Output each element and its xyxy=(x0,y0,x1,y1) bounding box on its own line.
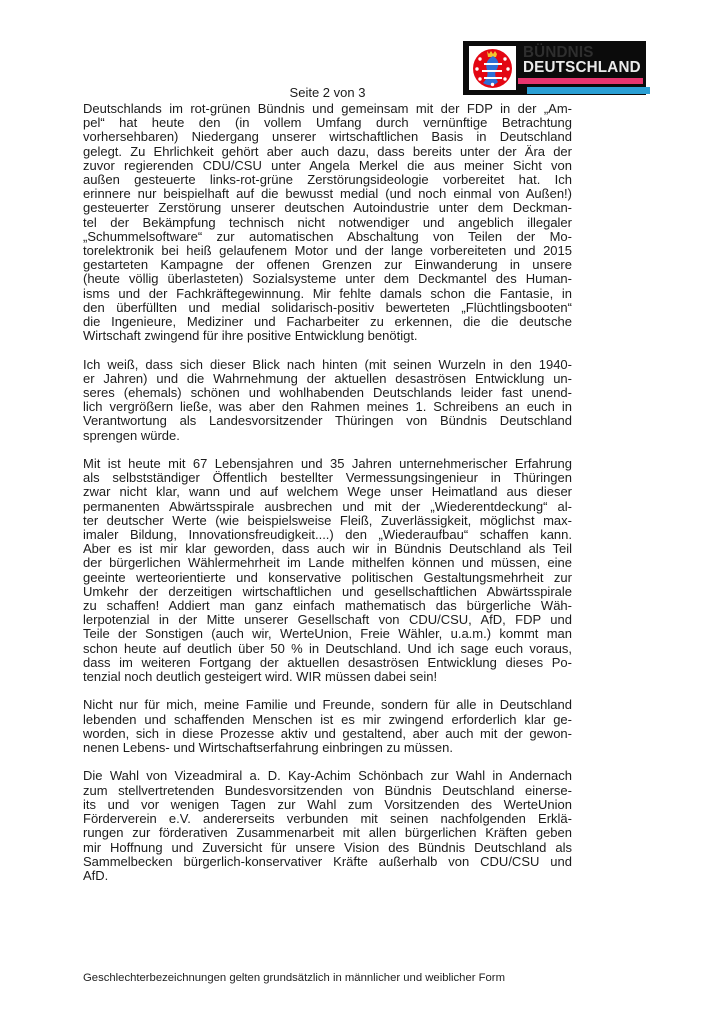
logo-wordmark xyxy=(523,45,641,76)
text-line: Wirtschaft zwingend für ihre positive Entwicklung benötigt. xyxy=(83,328,418,344)
text-line: zum stellvertretenden Bundesvorsitzenden von Bündnis Deutschland einerse- xyxy=(83,782,572,798)
text-line: mir Hoffnung und Zuversicht für unsere Vision des Bündnis Deutschland als xyxy=(83,839,572,855)
text-line: Die Wahl von Vizeadmiral a. D. Kay-Achim Schönbach zur Wahl in Andernach xyxy=(83,768,572,784)
logo-wordmark-line1: BÜNDNIS xyxy=(523,44,594,61)
text-line: der bürgerlichen Wählermehrheit im Lande mithelfen können und müssen, eine xyxy=(83,555,572,571)
text-line: Förderverein e.V. andererseits verbunden mit seinen nachfolgenden Erklä- xyxy=(83,811,572,827)
body-paragraph xyxy=(83,457,572,684)
body-paragraph xyxy=(83,358,572,443)
text-line: Sammelbecken bürgerlich-konservativer Kräfte außerhalb von CDU/CSU und xyxy=(83,853,572,869)
text-line: die Ingenieure, Mediziner und Facharbeiter zu erkennen, die die deutsche xyxy=(83,314,572,330)
page-indicator: Seite 2 von 3 xyxy=(289,85,366,100)
text-line: Deutschlands im rot-grünen Bündnis und gemeinsam mit der FDP in der „Am- xyxy=(83,101,572,116)
text-line: Teile der Sonstigen (auch wir, WerteUnion, Freie Wähler, u.a.m.) kommt man xyxy=(83,626,572,642)
text-line: gesteuerter Zerstörung unserer deutschen Autoindustrie unter dem Deckman- xyxy=(83,200,572,216)
text-line: dass im weiteren Fortgang der aktuellen desaströsen Entwicklung dieses Po- xyxy=(83,654,572,670)
text-line: Aber es ist mir klar geworden, dass auch wir in Bündnis Deutschland als Teil xyxy=(83,541,572,557)
text-line: „Schummelsoftware“ zur automatischen Abschaltung von Teilen der Mo- xyxy=(83,228,572,244)
text-line: AfD. xyxy=(83,867,109,883)
text-line: ter deutscher Werte (wie beispielsweise Fleiß, Zuverlässigkeit, möglichst max- xyxy=(83,512,572,528)
text-line: sprengen würde. xyxy=(83,427,180,443)
text-line: zwar nicht klar, wann und auf welchem Wege unser Heimatland aus dieser xyxy=(83,484,572,500)
text-line: lebenden und schaffenden Menschen ist es mir zwingend erforderlich klar ge- xyxy=(83,711,572,727)
text-line: pel“ hat heute den (in vollem Umfang durch vernünftige Betrachtung xyxy=(83,115,572,131)
footer-note: Geschlechterbezeichnungen gelten grundsätzlich in männlicher und weiblicher Form xyxy=(83,972,505,984)
logo-wordmark-line2: DEUTSCHLAND xyxy=(523,59,641,76)
text-line: schon heute auf deutlich über 50 % in Deutschland. Und ich sage euch voraus, xyxy=(83,640,572,656)
text-line: Nicht nur für mich, meine Familie und Freunde, sondern für alle in Deutschland xyxy=(83,697,572,713)
text-line: seres (ehemals) schönen und wohlhabenden Deutschlands leider fast unend- xyxy=(83,385,572,401)
text-line: geeinte werteorientierte und konservative politischen Gestaltungsmehrheit zur xyxy=(83,569,572,585)
text-line: rungen zur förderativen Zusammenarbeit mit allen bürgerlichen Kräften geben xyxy=(83,825,572,841)
text-line: lerpotenzial in der Mitte unserer Gesellschaft von CDU/CSU, AfD, FDP und xyxy=(83,612,572,628)
text-line: imaler Bildung, Innovationsfreudigkeit....) den „Wiederaufbau“ schaffen kann. xyxy=(83,527,572,543)
body-paragraph xyxy=(83,102,572,343)
text-line: als selbstständiger Öffentlich bestellter Vermessungsingenieur in Thüringen xyxy=(83,470,572,486)
text-line: außen gesteuerte links-rot-grüne Zerstörungsideologie vorbereitet hat. Ich xyxy=(83,172,572,188)
coat-of-arms-graphic xyxy=(469,46,516,90)
text-line: tenzial noch deutlich gesteigert wird. WIR müssen dabei sein! xyxy=(83,669,438,685)
text-line: permanenten Abwärtsspirale ausbrechen und mit der „Wiederentdeckung“ al- xyxy=(83,498,572,514)
text-line: zuvor regierenden CDU/CSU unter Angela Merkel die aus meiner Sicht von xyxy=(83,157,572,173)
text-line: nenen Lebens- und Wirtschaftserfahrung einbringen zu müssen. xyxy=(83,740,453,756)
text-line: vorhersehbaren) Niedergang unserer wirtschaftlichen Basis in Deutschland xyxy=(83,129,572,145)
text-line: gelegt. Zu Ehrlichkeit gehört aber auch dazu, dass bereits unter der Ära der xyxy=(83,143,572,159)
text-line: Ich weiß, dass sich dieser Blick nach hinten (mit seinen Wurzeln in den 1940- xyxy=(83,356,572,372)
text-line: Verantwortung als Landesvorsitzender Thüringen von Bündnis Deutschland xyxy=(83,413,572,429)
thuringia-coat-of-arms-icon xyxy=(469,46,516,90)
text-line: Umkehr der derzeitigen wirtschaftlichen und gesellschaftlichen Abwärtsspirale xyxy=(83,583,572,599)
text-line: torelektronik bei heiß gelaufenem Motor und der lange vorbereiteten und 2015 xyxy=(83,243,572,259)
text-line: (heute völlig überlasteten) Sozialsysteme unter dem Deckmantel des Human- xyxy=(83,271,572,287)
text-line: erinnere nur beispielhaft auf die bewusst medial (und noch einmal von Außen!) xyxy=(83,186,572,202)
text-line: its und vor wenigen Tagen zur Wahl zum Vorsitzenden des WerteUnion xyxy=(83,796,572,812)
text-line: worden, sich in diese Prozesse aktiv und gestaltend, aber auch mit der gewon- xyxy=(83,725,572,741)
body-paragraph xyxy=(83,769,572,883)
body-paragraph xyxy=(83,698,572,755)
letter-body xyxy=(83,102,572,883)
text-line: gestarteten Kampagne der offenen Grenzen zur Einwanderung in unsere xyxy=(83,257,572,273)
text-line: er Jahren) und die Wahrnehmung der aktuellen desaströsen Entwicklung un- xyxy=(83,370,572,386)
text-line: Mit ist heute mit 67 Lebensjahren und 35 Jahren unternehmerischer Erfahrung xyxy=(83,456,572,472)
text-line: zu schaffen! Addiert man ganz einfach mathematisch das bürgerliche Wäh- xyxy=(83,598,572,614)
text-line: lich vergrößern ließe, was aber den Rahmen meines 1. Schreibens an euch in xyxy=(83,399,572,415)
text-line: den überfüllten und medial solidarisch-positiv bewerteten „Flüchtlingsbooten“ xyxy=(83,299,572,315)
text-line: isms und der Fachkräftegewinnung. Mir fehlte damals schon die Fantasie, in xyxy=(83,285,572,301)
logo-stripe-magenta xyxy=(518,78,643,84)
text-line: tel der Bekämpfung technisch nicht notwendiger und angeblich illegaler xyxy=(83,214,572,230)
